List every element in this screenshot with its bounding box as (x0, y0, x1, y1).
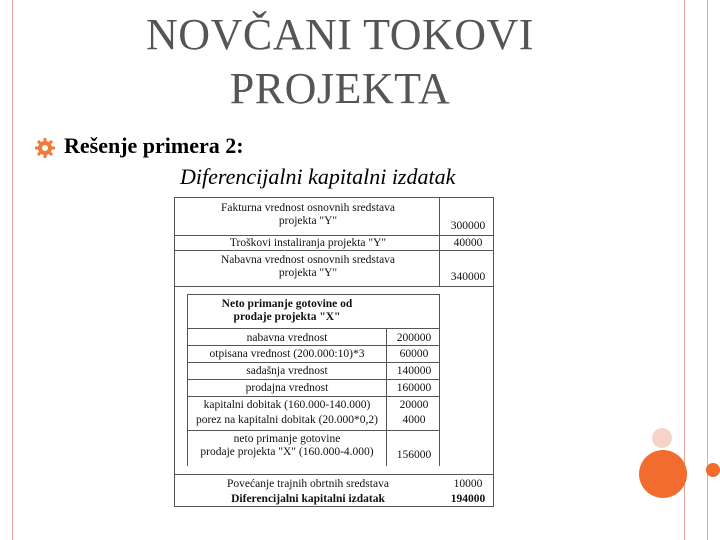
table-divider (187, 328, 440, 329)
table-divider (187, 396, 440, 397)
inner-row-value: 4000 (402, 414, 426, 426)
net-row-label: neto primanje gotovine prodaje projekta "X" (160.000-4.000) (200, 433, 374, 458)
table-row-value: 340000 (450, 271, 486, 283)
table-divider (187, 345, 440, 346)
inner-row-value: 140000 (396, 365, 432, 377)
table-row-value: 40000 (453, 237, 483, 249)
slide-title-line-1: NOVČANI TOKOVI (146, 10, 534, 59)
inner-row-value: 160000 (396, 382, 432, 394)
subtitle: Diferencijalni kapitalni izdatak (180, 164, 456, 189)
bullet-text: Rešenje primera 2: (64, 133, 244, 158)
table-divider (175, 474, 493, 475)
table-divider (439, 198, 440, 286)
slide-title (90, 8, 590, 116)
table-divider (175, 235, 493, 236)
inner-box-right-border (439, 294, 440, 466)
gear-bullet-icon (33, 136, 57, 160)
scanned-table (174, 197, 494, 507)
bottom-row-label: Povećanje trajnih obrtnih sredstava (227, 478, 389, 490)
inner-row-label: otpisana vrednost (200.000:10)*3 (209, 348, 365, 360)
slide-frame-left-line (12, 0, 13, 540)
inner-row-label: porez na kapitalni dobitak (20.000*0,2) (195, 414, 379, 426)
inner-row-label: kapitalni dobitak (160.000-140.000) (203, 399, 371, 411)
table-row-label: Troškovi instaliranja projekta "Y" (229, 237, 387, 249)
inner-box-left-border (187, 294, 188, 466)
bottom-row-value: 10000 (453, 478, 483, 490)
table-divider (187, 379, 440, 380)
table-divider (175, 286, 493, 287)
total-row-label: Diferencijalni kapitalni izdatak (231, 493, 385, 505)
table-row-value: 300000 (450, 220, 486, 232)
inner-table-header: Neto primanje gotovine od prodaje projekta "X" (221, 298, 353, 323)
table-divider (175, 250, 493, 251)
decorative-edge-circle (706, 463, 720, 477)
total-row-value: 194000 (450, 493, 486, 505)
inner-row-value: 20000 (399, 399, 429, 411)
decorative-orange-circle (639, 450, 687, 498)
table-divider (187, 362, 440, 363)
inner-box-top-border (187, 294, 440, 295)
inner-row-value: 60000 (399, 348, 429, 360)
decorative-small-circle (652, 428, 672, 448)
inner-row-label: prodajna vrednost (245, 382, 329, 394)
net-row-value: 156000 (396, 449, 432, 461)
inner-row-value: 200000 (396, 332, 432, 344)
slide-title-line-2: PROJEKTA (229, 64, 451, 113)
slide-frame-right-band (684, 0, 708, 540)
table-divider (187, 430, 440, 431)
inner-row-label: sadašnja vrednost (246, 365, 328, 377)
inner-row-label: nabavna vrednost (246, 332, 328, 344)
table-row-label: Nabavna vrednost osnovnih sredstava projekta "Y" (220, 254, 396, 279)
table-row-label: Fakturna vrednost osnovnih sredstava projekta "Y" (220, 202, 396, 227)
